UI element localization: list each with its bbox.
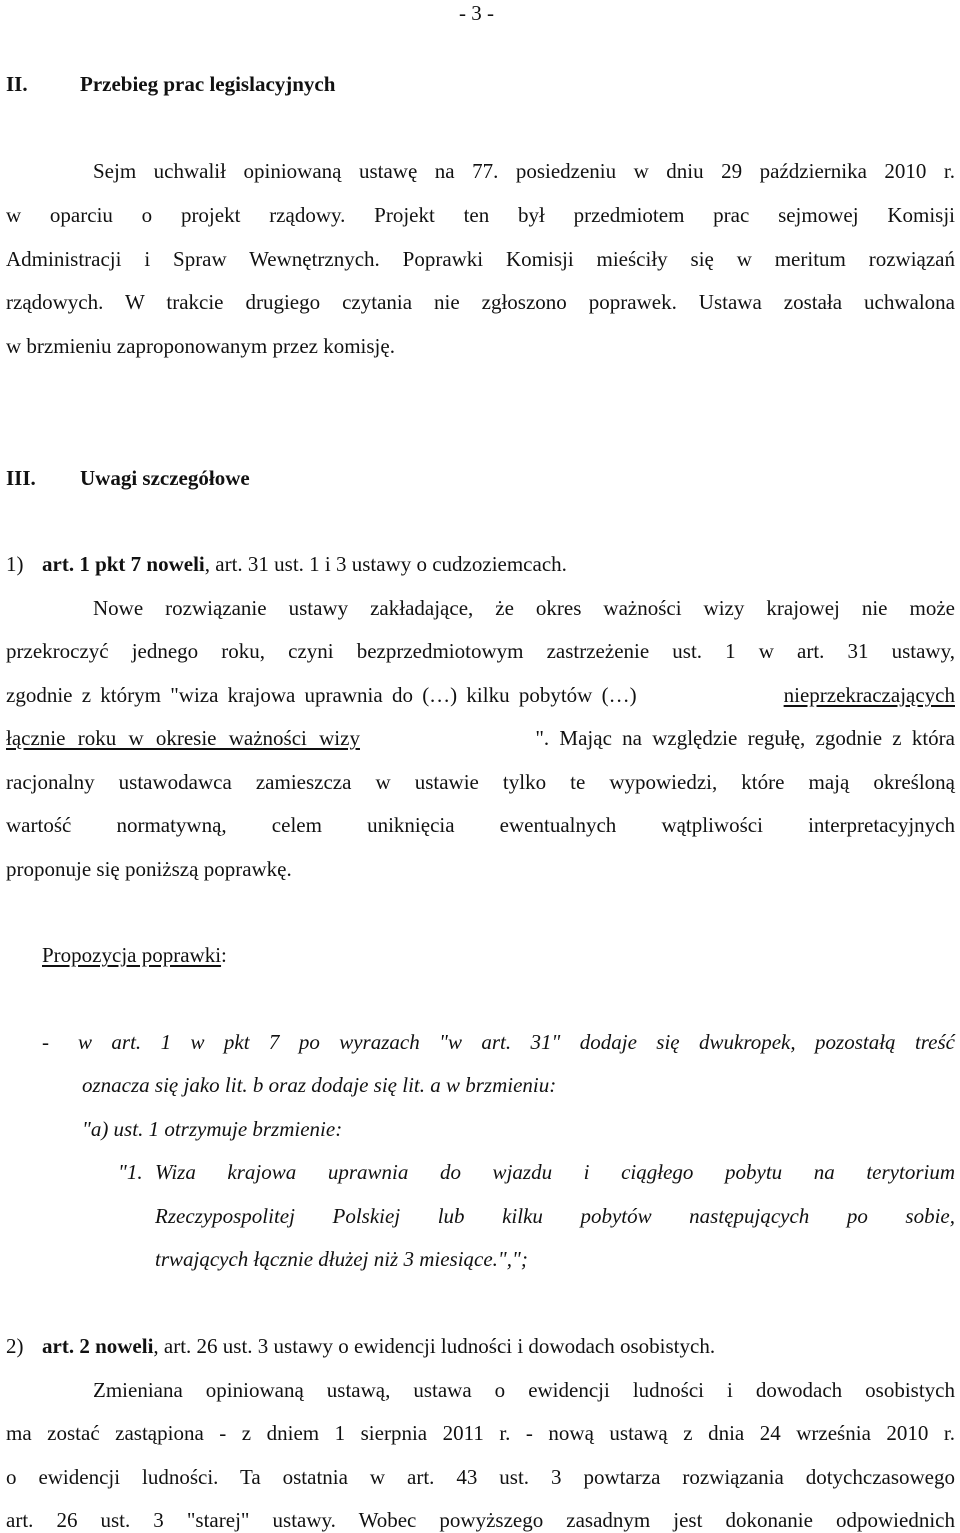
amendment-dash: - [42,1030,49,1054]
paragraph-line: ma zostać zastąpiona - z dniem 1 sierpnia 2011 r. - nową ustawą z dnia 24 września 2010 r. [6,1421,955,1445]
paragraph-line: w oparciu o projekt rządowy. Projekt ten był przedmiotem prac sejmowej Komisji [6,203,955,227]
paragraph-line-with-quote [6,682,955,708]
underlined-quote-part: nieprzekraczających [783,683,955,707]
proposal-heading [42,942,227,968]
paragraph-line: Nowe rozwiązanie ustawy zakładające, że okres ważności wizy krajowej nie może [93,596,955,620]
paragraph-line-with-quote [6,725,955,751]
item-1-heading-rest: , art. 31 ust. 1 i 3 ustawy o cudzoziemcach. [204,552,567,576]
section-2-number: II. [6,72,28,96]
amendment-line: oznacza się jako lit. b oraz dodaje się lit. a w brzmieniu: [82,1073,557,1097]
section-2-title: Przebieg prac legislacyjnych [80,72,336,96]
proposal-label: Propozycja poprawki [42,943,222,967]
item-1-heading [42,551,567,577]
underlined-quote-part: łącznie roku w okresie ważności wizy [6,726,360,750]
paragraph-line: proponuje się poniższą poprawkę. [6,857,292,881]
section-3-title: Uwagi szczegółowe [80,466,250,490]
section-3-number: III. [6,466,36,490]
paragraph-line: Sejm uchwalił opiniowaną ustawę na 77. posiedzeniu w dniu 29 października 2010 r. [93,159,955,183]
quote-start-text: zgodnie z którym "wiza krajowa uprawnia do (…) kilku pobytów (…) [6,683,646,707]
page-number: - 3 - [459,1,494,25]
item-1-heading-bold: art. 1 pkt 7 noweli [42,552,205,576]
quoted-provision-line: trwających łącznie dłużej niż 3 miesiące.","; [155,1247,528,1271]
quoted-provision-number: "1. [118,1160,143,1184]
item-1-number: 1) [6,552,24,576]
paragraph-line: Zmieniana opiniowaną ustawą, ustawa o ewidencji ludności i dowodach osobistych [93,1378,955,1402]
quote-end-text: ". Mając na względzie regułę, zgodnie z która [535,726,955,750]
paragraph-line: w brzmieniu zaproponowanym przez komisję. [6,334,395,358]
quoted-provision-line: Wiza krajowa uprawnia do wjazdu i ciągłego pobytu na terytorium [155,1160,955,1184]
proposal-colon: : [221,943,227,967]
paragraph-line: o ewidencji ludności. Ta ostatnia w art. 43 ust. 3 powtarza rozwiązania dotychczasowego [6,1465,955,1489]
amendment-line: "a) ust. 1 otrzymuje brzmienie: [82,1117,343,1141]
item-2-heading-bold: art. 2 noweli [42,1334,154,1358]
paragraph-line: przekroczyć jednego roku, czyni bezprzedmiotowym zastrzeżenie ust. 1 w art. 31 ustawy, [6,639,955,663]
amendment-line: w art. 1 w pkt 7 po wyrazach "w art. 31" dodaje się dwukropek, pozostałą treść [78,1030,955,1054]
paragraph-line: Administracji i Spraw Wewnętrznych. Poprawki Komisji mieściły się w meritum rozwiązań [6,247,955,271]
item-2-number: 2) [6,1334,24,1358]
item-2-heading [42,1333,715,1359]
paragraph-line: art. 26 ust. 3 "starej" ustawy. Wobec powyższego zasadnym jest dokonanie odpowiednich [6,1508,955,1532]
item-2-heading-rest: , art. 26 ust. 3 ustawy o ewidencji ludności i dowodach osobistych. [153,1334,716,1358]
paragraph-line: racjonalny ustawodawca zamieszcza w ustawie tylko te wypowiedzi, które mają określoną [6,770,955,794]
paragraph-line: rządowych. W trakcie drugiego czytania nie zgłoszono poprawek. Ustawa została uchwalona [6,290,955,314]
quoted-provision-line: Rzeczypospolitej Polskiej lub kilku pobytów następujących po sobie, [155,1204,955,1228]
paragraph-line: wartość normatywną, celem uniknięcia ewentualnych wątpliwości interpretacyjnych [6,813,955,837]
